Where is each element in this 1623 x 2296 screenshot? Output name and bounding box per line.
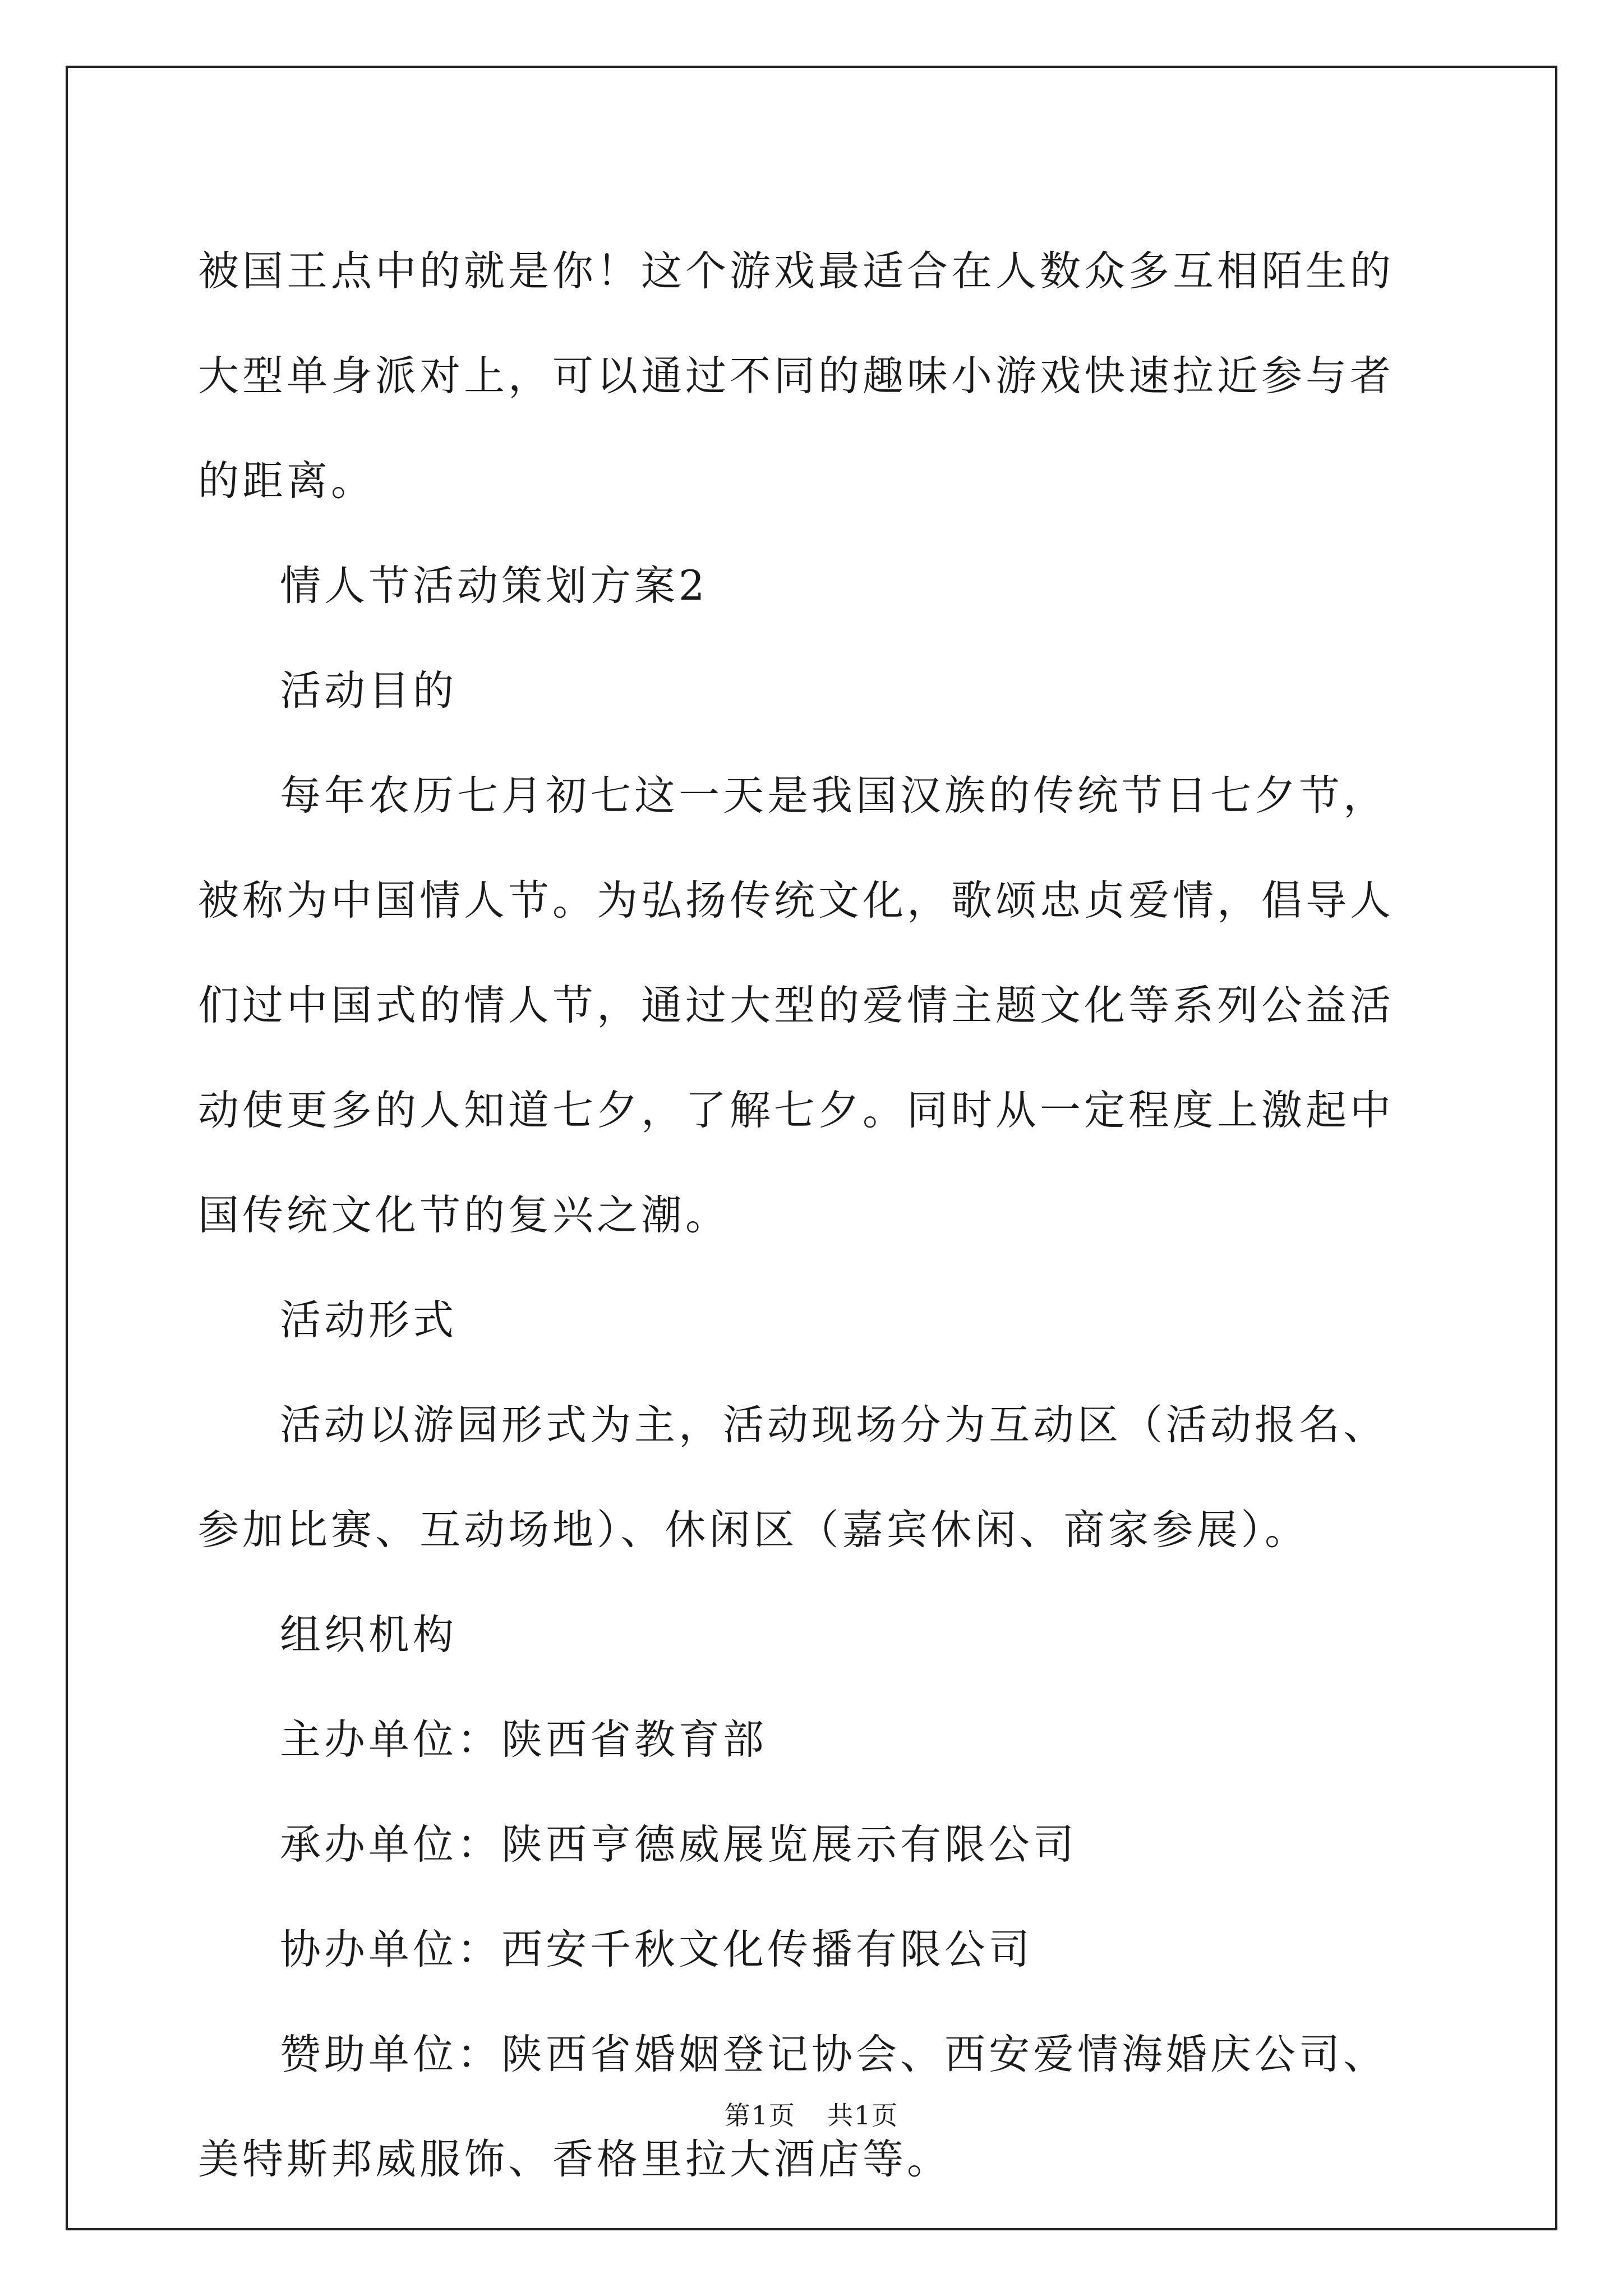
page-number: 第1页	[724, 2100, 796, 2131]
heading-format: 活动形式	[280, 1296, 457, 1344]
paragraph-purpose: 每年农历七月初七这一天是我国汉族的传统节日七夕节，被称为中国情人节。为弘扬传统文化，歌颂忠贞爱情，倡导人们过中国式的情人节，通过大型的爱情主题文化等系列公益活动使更多的人知道七夕，了解七夕。同时从一定程度上激起中国传统文化节的复兴之潮。	[198, 772, 1394, 1239]
host-line: 承办单位：陕西亨德威展览展示有限公司	[280, 1821, 1077, 1869]
page-footer	[0, 2095, 1623, 2132]
heading-purpose: 活动目的	[280, 667, 457, 715]
document-body	[198, 219, 1427, 2212]
paragraph-1: 被国王点中的就是你！这个游戏最适合在人数众多互相陌生的大型单身派对上，可以通过不同的趣味小游戏快速拉近参与者的距离。	[198, 247, 1394, 505]
paragraph-format: 活动以游园形式为主，活动现场分为互动区（活动报名、参加比赛、互动场地）、休闲区（嘉宾休闲、商家参展）。	[198, 1401, 1387, 1554]
heading-organization: 组织机构	[280, 1611, 457, 1659]
sponsor-line: 赞助单位：陕西省婚姻登记协会、西安爱情海婚庆公司、美特斯邦威服饰、香格里拉大酒店等。	[198, 2031, 1387, 2183]
co-organizer-line: 协办单位：西安千秋文化传播有限公司	[280, 1926, 1033, 1973]
organizer-line: 主办单位：陕西省教育部	[280, 1716, 767, 1764]
section-title: 情人节活动策划方案2	[280, 562, 708, 610]
page-total: 共1页	[827, 2100, 899, 2131]
